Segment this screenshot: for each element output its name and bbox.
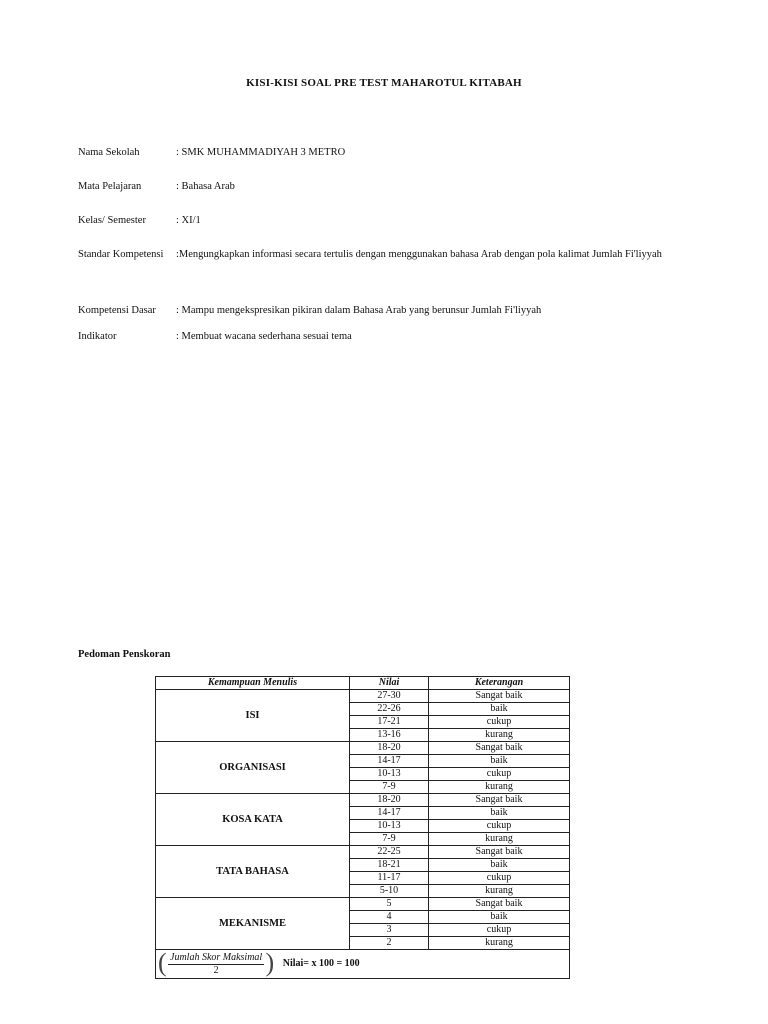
table-header-row bbox=[156, 677, 570, 690]
info-value: : Bahasa Arab bbox=[176, 181, 235, 192]
scoring-table bbox=[155, 676, 570, 979]
nilai-cell: 4 bbox=[350, 911, 429, 924]
section-title: Pedoman Penskoran bbox=[78, 649, 171, 660]
left-paren-glyph: ( bbox=[158, 947, 167, 977]
nilai-cell: 14-17 bbox=[350, 807, 429, 820]
info-label: Kelas/ Semester bbox=[78, 215, 146, 226]
nilai-cell: 3 bbox=[350, 924, 429, 937]
table-row bbox=[156, 898, 570, 911]
nilai-cell: 14-17 bbox=[350, 755, 429, 768]
info-label: Standar Kompetensi bbox=[78, 249, 164, 260]
info-label: Indikator bbox=[78, 331, 117, 342]
table-row bbox=[156, 742, 570, 755]
category-cell: ORGANISASI bbox=[156, 742, 350, 794]
nilai-cell: 5 bbox=[350, 898, 429, 911]
nilai-cell: 10-13 bbox=[350, 768, 429, 781]
nilai-cell: 22-26 bbox=[350, 703, 429, 716]
info-value: : XI/1 bbox=[176, 215, 201, 226]
nilai-cell: 22-25 bbox=[350, 846, 429, 859]
nilai-cell: 17-21 bbox=[350, 716, 429, 729]
keterangan-cell: cukup bbox=[429, 924, 570, 937]
nilai-cell: 18-20 bbox=[350, 794, 429, 807]
nilai-cell: 18-21 bbox=[350, 859, 429, 872]
keterangan-cell: baik bbox=[429, 703, 570, 716]
keterangan-cell: baik bbox=[429, 911, 570, 924]
nilai-cell: 11-17 bbox=[350, 872, 429, 885]
category-cell: KOSA KATA bbox=[156, 794, 350, 846]
nilai-cell: 27-30 bbox=[350, 690, 429, 703]
formula-fraction bbox=[158, 947, 275, 977]
info-value: : Membuat wacana sederhana sesuai tema bbox=[176, 331, 352, 342]
keterangan-cell: Sangat baik bbox=[429, 794, 570, 807]
keterangan-cell: kurang bbox=[429, 833, 570, 846]
nilai-cell: 10-13 bbox=[350, 820, 429, 833]
info-value: :Mengungkapkan informasi secara tertulis dengan menggunakan bahasa Arab dengan pola kalimat Jumlah Fi'liyyah bbox=[176, 249, 662, 260]
keterangan-cell: Sangat baik bbox=[429, 846, 570, 859]
keterangan-cell: kurang bbox=[429, 885, 570, 898]
keterangan-cell: cukup bbox=[429, 872, 570, 885]
column-header: Nilai bbox=[350, 677, 429, 690]
formula-text: Nilai= x 100 = 100 bbox=[282, 958, 360, 969]
table-row bbox=[156, 794, 570, 807]
keterangan-cell: cukup bbox=[429, 716, 570, 729]
keterangan-cell: Sangat baik bbox=[429, 690, 570, 703]
keterangan-cell: baik bbox=[429, 859, 570, 872]
keterangan-cell: baik bbox=[429, 755, 570, 768]
category-cell: TATA BAHASA bbox=[156, 846, 350, 898]
table-body bbox=[156, 690, 570, 950]
keterangan-cell: cukup bbox=[429, 820, 570, 833]
right-paren-glyph: ) bbox=[265, 947, 275, 977]
nilai-cell: 18-20 bbox=[350, 742, 429, 755]
nilai-cell: 2 bbox=[350, 937, 429, 950]
nilai-cell: 7-9 bbox=[350, 781, 429, 794]
keterangan-cell: kurang bbox=[429, 781, 570, 794]
keterangan-cell: kurang bbox=[429, 729, 570, 742]
nilai-cell: 5-10 bbox=[350, 885, 429, 898]
nilai-cell: 7-9 bbox=[350, 833, 429, 846]
keterangan-cell: kurang bbox=[429, 937, 570, 950]
keterangan-cell: Sangat baik bbox=[429, 742, 570, 755]
category-cell: ISI bbox=[156, 690, 350, 742]
info-label: Kompetensi Dasar bbox=[78, 305, 156, 316]
info-value: : Mampu mengekspresikan pikiran dalam Bahasa Arab yang berunsur Jumlah Fi'liyyah bbox=[176, 305, 542, 316]
column-header: Keterangan bbox=[429, 677, 570, 690]
category-cell: MEKANISME bbox=[156, 898, 350, 950]
table-row bbox=[156, 690, 570, 703]
keterangan-cell: Sangat baik bbox=[429, 898, 570, 911]
column-header: Kemampuan Menulis bbox=[156, 677, 350, 690]
nilai-cell: 13-16 bbox=[350, 729, 429, 742]
keterangan-cell: baik bbox=[429, 807, 570, 820]
formula-cell bbox=[156, 947, 570, 979]
formula-row bbox=[156, 950, 570, 979]
formula-numerator: Jumlah Skor Maksimal bbox=[170, 951, 263, 963]
table-row bbox=[156, 846, 570, 859]
info-value: : SMK MUHAMMADIYAH 3 METRO bbox=[176, 147, 346, 158]
info-label: Nama Sekolah bbox=[78, 147, 140, 158]
info-label: Mata Pelajaran bbox=[78, 181, 142, 192]
document-title: KISI-KISI SOAL PRE TEST MAHAROTUL KITABAH bbox=[246, 77, 522, 89]
formula-denominator: 2 bbox=[213, 964, 219, 976]
keterangan-cell: cukup bbox=[429, 768, 570, 781]
